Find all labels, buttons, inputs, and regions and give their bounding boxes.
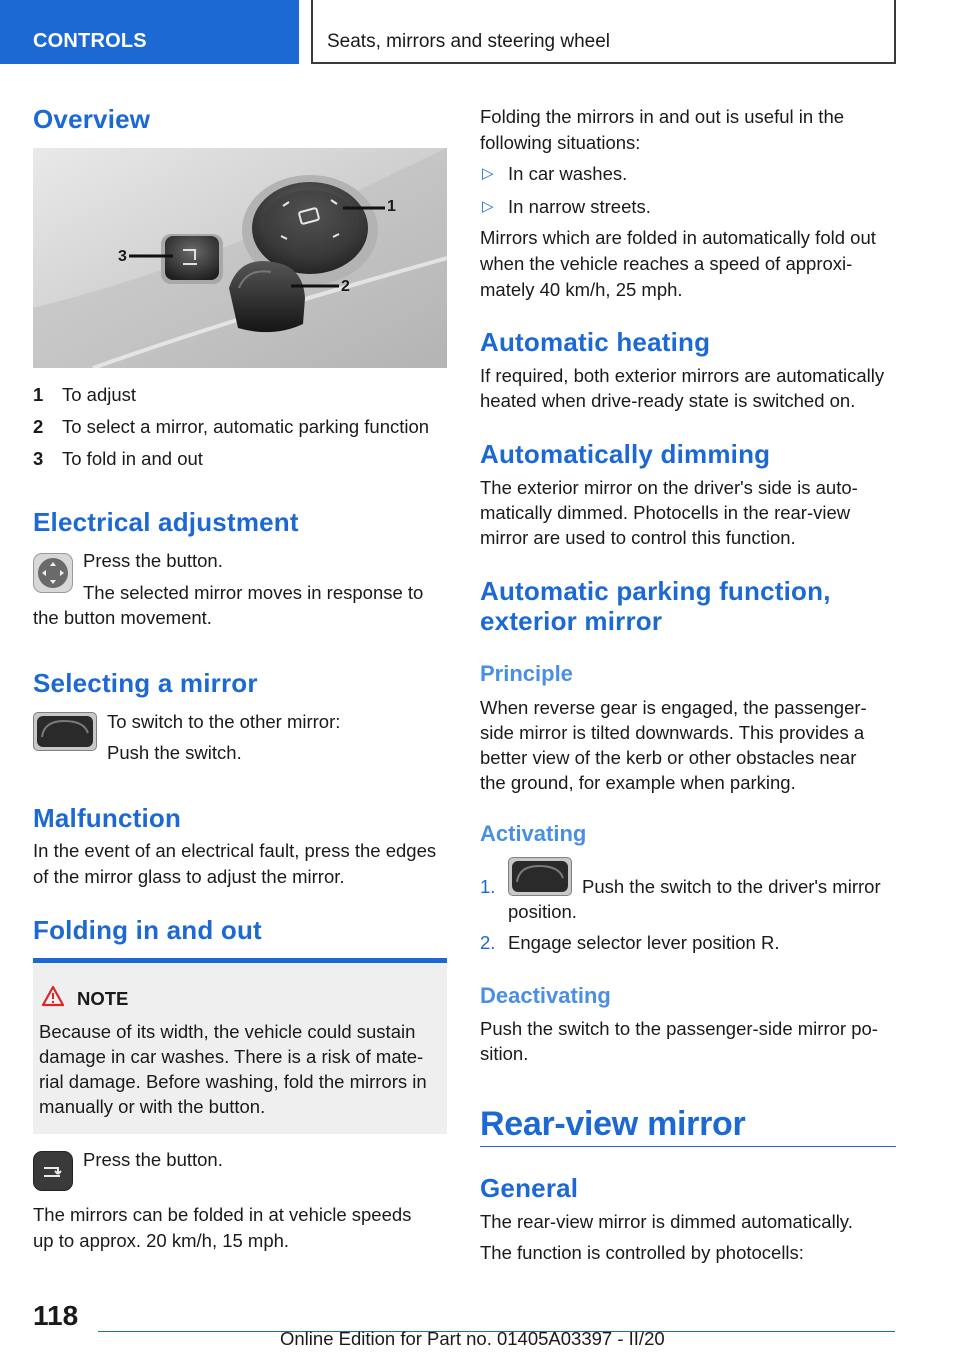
auto-fold-line-2: when the vehicle reaches a speed of approxi- (480, 253, 853, 274)
note-box (33, 958, 447, 1134)
callout-1: 1 (387, 198, 396, 215)
callout-3: 3 (118, 248, 127, 265)
dimming-heading: Automatically dimming (480, 439, 771, 469)
step-2-text: Engage selector lever position R. (508, 932, 780, 953)
bullet-item-2: ▷ In narrow streets. (482, 196, 651, 217)
selecting-line-2: Push the switch. (107, 742, 242, 763)
principle-heading: Principle (480, 661, 573, 686)
mirror-switch-icon (508, 857, 572, 896)
legend-text: To select a mirror, automatic parking function (62, 416, 430, 437)
electrical-line-2: The selected mirror moves in response to (83, 582, 424, 603)
fold-mirror-icon (33, 1151, 73, 1191)
principle-line-2: side mirror is tilted downwards. This provides a (480, 722, 865, 743)
section-rule (480, 1146, 896, 1147)
mirror-controls-illustration (33, 148, 447, 368)
legend-text: To fold in and out (62, 448, 203, 469)
malfunction-heading: Malfunction (33, 803, 182, 833)
general-heading: General (480, 1173, 579, 1203)
principle-line-3: better view of the kerb or other obstacles near (480, 747, 857, 768)
page-number: 118 (33, 1300, 79, 1331)
heating-heading: Automatic heating (480, 327, 711, 357)
warning-icon (41, 985, 65, 1007)
auto-fold-line-1: Mirrors which are folded in automatically fold out (480, 227, 876, 248)
fold-press-text: Press the button. (83, 1149, 223, 1170)
malfunction-line-2: of the mirror glass to adjust the mirror. (33, 866, 345, 887)
auto-fold-line-3: mately 40 km/h, 25 mph. (480, 279, 683, 300)
legend-item-3 (33, 446, 447, 471)
legend-num: 2 (33, 416, 44, 437)
step-1-text: Push the switch to the driver's mirror (582, 876, 881, 897)
mirror-switch-icon (33, 712, 97, 751)
bullet-item-1: ▷ In car washes. (482, 163, 628, 184)
step-1-continued: position. (508, 901, 577, 922)
legend-item-2 (33, 414, 447, 439)
edition-text: Online Edition for Part no. 01405A03397 - II/20 (280, 1328, 665, 1349)
principle-line-4: the ground, for example when parking. (480, 772, 796, 793)
general-line-1: The rear-view mirror is dimmed automatically. (480, 1211, 853, 1232)
heating-line-1: If required, both exterior mirrors are automatically (480, 365, 885, 386)
general-line-2: The function is controlled by photocells: (480, 1242, 804, 1263)
deactivating-line-1: Push the switch to the passenger-side mirror po- (480, 1018, 878, 1039)
malfunction-line-1: In the event of an electrical fault, press the edges (33, 840, 437, 861)
intro-line-1: Folding the mirrors in and out is useful in the (480, 106, 845, 127)
fold-speed-line-1: The mirrors can be folded in at vehicle speeds (33, 1204, 412, 1225)
parking-heading-line-1: Automatic parking function, (480, 576, 831, 606)
dimming-line-3: mirror are used to control this function. (480, 527, 796, 548)
note-line-2: damage in car washes. There is a risk of mate- (39, 1046, 424, 1067)
legend-num: 3 (33, 448, 44, 469)
note-line-1: Because of its width, the vehicle could sustain (39, 1021, 416, 1042)
mirror-adjust-icon (33, 553, 73, 593)
principle-line-1: When reverse gear is engaged, the passenger- (480, 697, 867, 718)
heating-line-2: heated when drive-ready state is switched on. (480, 390, 856, 411)
activating-heading: Activating (480, 821, 587, 846)
step-1-number: 1. (480, 876, 496, 897)
deactivating-heading: Deactivating (480, 983, 611, 1008)
parking-heading-line-2: exterior mirror (480, 606, 663, 636)
selecting-line-1: To switch to the other mirror: (107, 711, 341, 732)
electrical-line-3: the button movement. (33, 607, 212, 628)
dimming-line-2: matically dimmed. Photocells in the rear-view (480, 502, 851, 523)
deactivating-line-2: sition. (480, 1043, 529, 1064)
electrical-adjustment-heading: Electrical adjustment (33, 507, 299, 537)
mirror-controls-photo (33, 148, 447, 368)
intro-line-2: following situations: (480, 132, 641, 153)
folding-heading: Folding in and out (33, 915, 262, 945)
note-label: NOTE (77, 988, 129, 1009)
bullet-triangle-icon: ▷ (482, 198, 494, 215)
electrical-line-1: Press the button. (83, 550, 223, 571)
step-2-number: 2. (480, 932, 496, 953)
fold-speed-line-2: up to approx. 20 km/h, 15 mph. (33, 1230, 290, 1251)
section-tab (0, 0, 299, 64)
legend-text: To adjust (62, 384, 137, 405)
selecting-mirror-heading: Selecting a mirror (33, 668, 258, 698)
note-line-3: rial damage. Before washing, fold the mirrors in (39, 1071, 427, 1092)
chapter-tab (311, 0, 896, 64)
callout-2: 2 (341, 278, 350, 295)
dimming-line-1: The exterior mirror on the driver's side is auto- (480, 477, 858, 498)
bullet-triangle-icon: ▷ (482, 165, 494, 182)
overview-heading: Overview (33, 104, 151, 134)
section-label: CONTROLS (33, 30, 147, 52)
note-line-4: manually or with the button. (39, 1096, 266, 1117)
chapter-label: Seats, mirrors and steering wheel (327, 31, 611, 52)
rearview-heading: Rear-view mirror (480, 1105, 746, 1143)
legend-num: 1 (33, 384, 44, 405)
legend-item-1 (33, 382, 447, 407)
